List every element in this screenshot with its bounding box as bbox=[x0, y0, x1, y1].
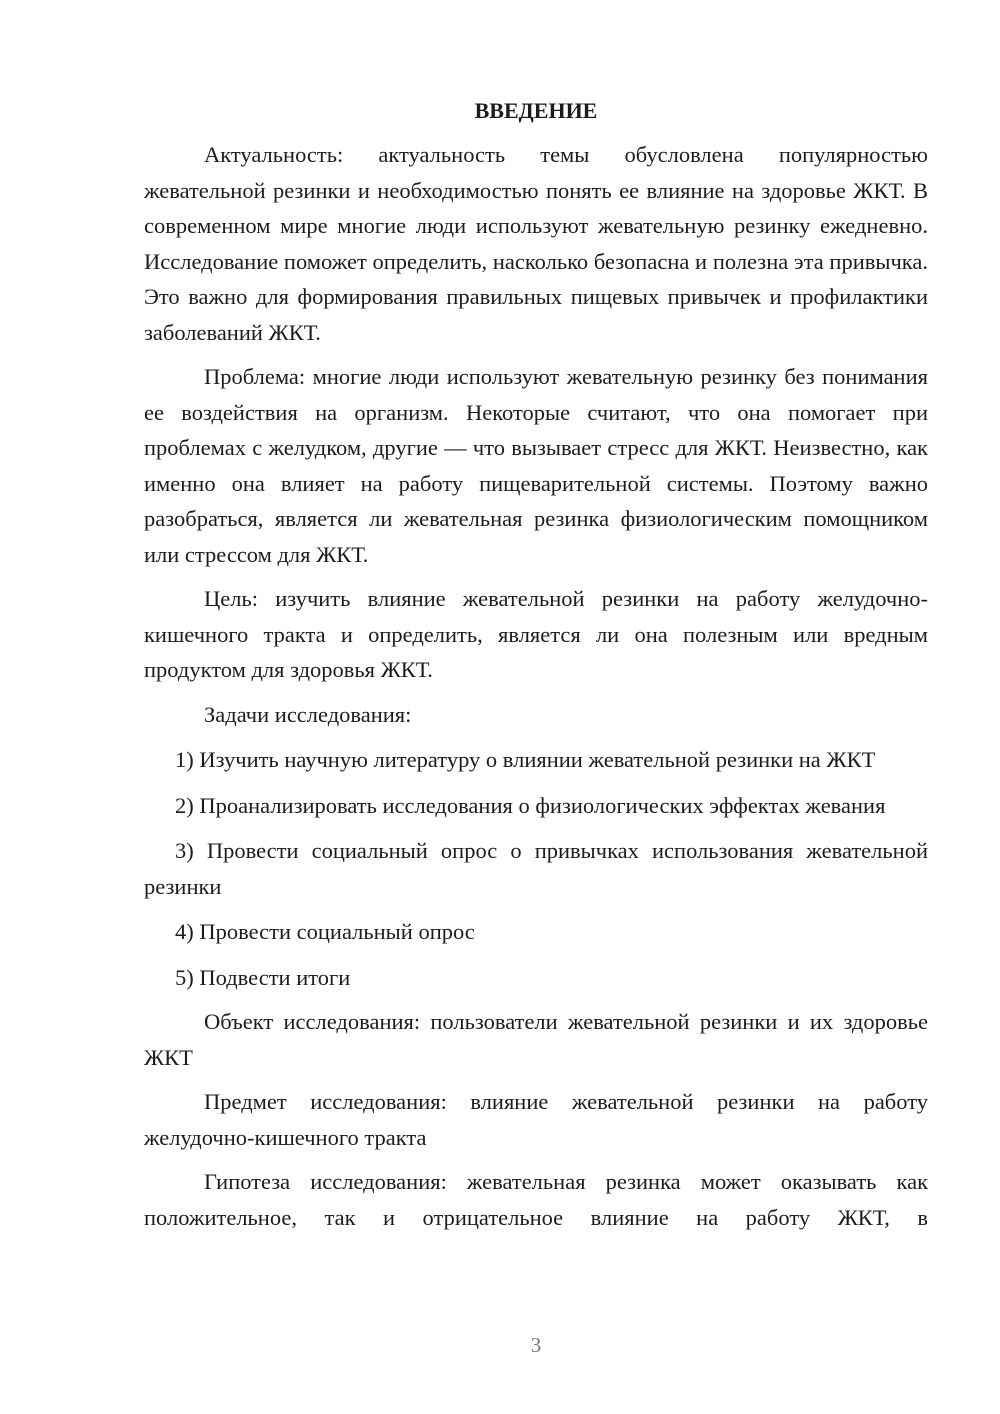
task-item-1: 1) Изучить научную литературу о влиянии жевательной резинки на ЖКТ bbox=[175, 747, 876, 772]
task-item-2: 2) Проанализировать исследования о физиологических эффектах жевания bbox=[175, 792, 886, 818]
task-item-5: 5) Подвести итоги bbox=[175, 964, 351, 990]
tasks-heading: Задачи исследования: bbox=[204, 701, 412, 727]
paragraph-goal: Цель: изучить влияние жевательной резинки на работу желудочно-кишечного тракта и определить, является ли она полезным или вредным продуктом для здоровья ЖКТ. bbox=[144, 586, 928, 682]
section-title: ВВЕДЕНИЕ bbox=[474, 98, 598, 123]
task-item-4: 4) Провести социальный опрос bbox=[175, 919, 475, 944]
paragraph-problem: Проблема: многие люди используют жевательную резинку без понимания ее воздействия на организм. Некоторые считают, что она помогает при проблемах с желудком, другие — что вызывает стресс для ЖКТ. Неизвестно, как именно она влияет на работу пищеварительной системы. Поэтому важно разобраться, является ли жевательная резинка физиологическим помощником или стрессом для ЖКТ. bbox=[144, 364, 928, 567]
task-item-3: 3) Провести социальный опрос о привычках использования жевательной резинки bbox=[144, 838, 928, 899]
page-number: 3 bbox=[530, 1333, 542, 1357]
page-content bbox=[144, 93, 928, 1235]
paragraph-subject: Предмет исследования: влияние жевательной резинки на работу желудочно-кишечного тракта bbox=[144, 1089, 928, 1150]
paragraph-object: Объект исследования: пользователи жевательной резинки и их здоровье ЖКТ bbox=[144, 1009, 928, 1070]
paragraph-hypothesis: Гипотеза исследования: жевательная резинка может оказывать как положительное, так и отрицательное влияние на работу ЖКТ, в bbox=[144, 1169, 928, 1230]
paragraph-relevance: Актуальность: актуальность темы обусловлена популярностью жевательной резинки и необходимостью понять ее влияние на здоровье ЖКТ. В современном мире многие люди используют жевательную резинку ежедневно. Исследование поможет определить, насколько безопасна и полезна эта привычка. Это важно для формирования правильных пищевых привычек и профилактики заболеваний ЖКТ. bbox=[144, 142, 928, 345]
